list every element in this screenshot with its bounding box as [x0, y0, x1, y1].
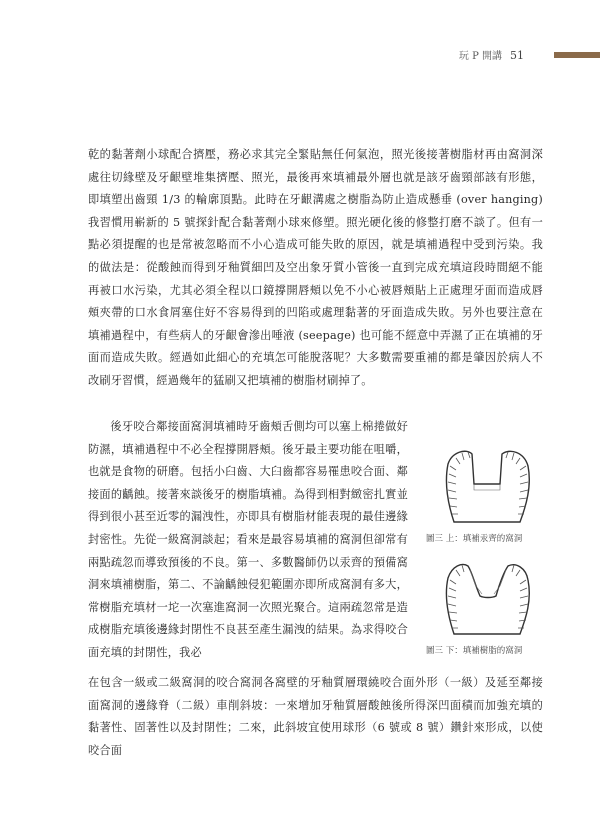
- paragraph-2-text: 後牙咬合鄰接面窩洞填補時牙齒頰舌側均可以塞上棉捲做好防濕，填補過程中不必全程撐開唇頰。後牙最主要功能在咀嚼，也就是食物的研磨。包括小臼齒、大臼齒都容易罹患咬合面、鄰接面的齲蝕。接著來談後牙的樹脂填補。為得到相對緻密扎實並得到很小甚至近零的漏洩性，亦即具有樹脂材能表現的最佳邊緣封密性。先從一級窩洞談起；看來是最容易填補的窩洞但卻常有兩點疏忽而導致預後的不良。第一、多數醫師仍以汞齊的預備窩洞來填補樹脂，第二、不論齲蝕侵犯範圍亦即所成窩洞有多大，常樹脂充填材一坨一次塞進窩洞一次照光聚合。這兩疏忽常是造成樹脂充填後邊緣封閉性不良甚至產生漏洩的結果。為求得咬合面充填的封閉性，我必: [88, 420, 408, 659]
- header-accent-bar: [554, 52, 600, 58]
- figure-amalgam-cavity: [426, 444, 548, 544]
- running-head: [459, 47, 524, 62]
- paragraph-1-text: 乾的黏著劑小球配合擠壓，務必求其完全緊貼無任何氣泡，照光後接著樹脂材再由窩洞深處往切緣壁及牙齦壁堆集擠壓、照光，最後再來填補最外層也就是該牙齒頸部該有形態，即填塑出齒頸 1/3 的輪廓頂點。此時在牙齦溝處之樹脂為防止造成懸垂 (over hanging) 我習慣用嶄新的 5 號探針配合黏著劑小球來修塑。照光硬化後的修整打磨不談了。但有一點必須提醒的也是常被忽略而不小心造成可能失敗的原因，就是填補過程中受到污染。我的做法是：從酸蝕而得到牙釉質細凹及空出象牙質小管後一直到完成充填這段時間絕不能再被口水污染，尤其必須全程以口鏡撐開唇頰以免不小心被唇頰貼上正處理牙面而造成唇頰夾帶的口水食屑塞住好不容易得到的凹陷或處理黏著的牙面造成失敗。另外也要注意在填補過程中，有些病人的牙齦會滲出唾液 (seepage) 也可能不經意中弄濕了正在填補的牙面而造成失敗。經過如此細心的充填怎可能脫落呢？大多數需要重補的都是肇因於病人不改刷牙習慣，經過幾年的猛刷又把填補的樹脂材刷掉了。: [88, 148, 543, 387]
- paragraph-2: [88, 416, 408, 665]
- resin-cavity-drawing: [426, 556, 548, 640]
- figure-resin-cavity: [426, 556, 548, 656]
- page-number: 51: [510, 49, 524, 62]
- figure-caption-top: 圖三 上：填補汞齊的窩洞: [426, 534, 523, 544]
- amalgam-cavity-drawing: [426, 444, 548, 528]
- page-header: [0, 44, 600, 68]
- paragraph-1: [88, 144, 543, 393]
- paragraph-3-text: 在包含一級或二級窩洞的咬合窩洞各窩壁的牙釉質層環繞咬合面外形（一級）及延至鄰接面窩洞的邊緣脊（二級）車削斜坡：一來增加牙釉質層酸蝕後所得深凹面積而加強充填的黏著性、固著性以及封閉性；二來，此斜坡宜使用球形（6 號或 8 號）鑽針來形成，以使咬合面: [88, 676, 543, 757]
- figure-caption-bottom: 圖三 下：填補樹脂的窩洞: [426, 646, 523, 656]
- running-title: 玩 P 開講: [458, 51, 502, 62]
- paragraph-3: [88, 672, 543, 762]
